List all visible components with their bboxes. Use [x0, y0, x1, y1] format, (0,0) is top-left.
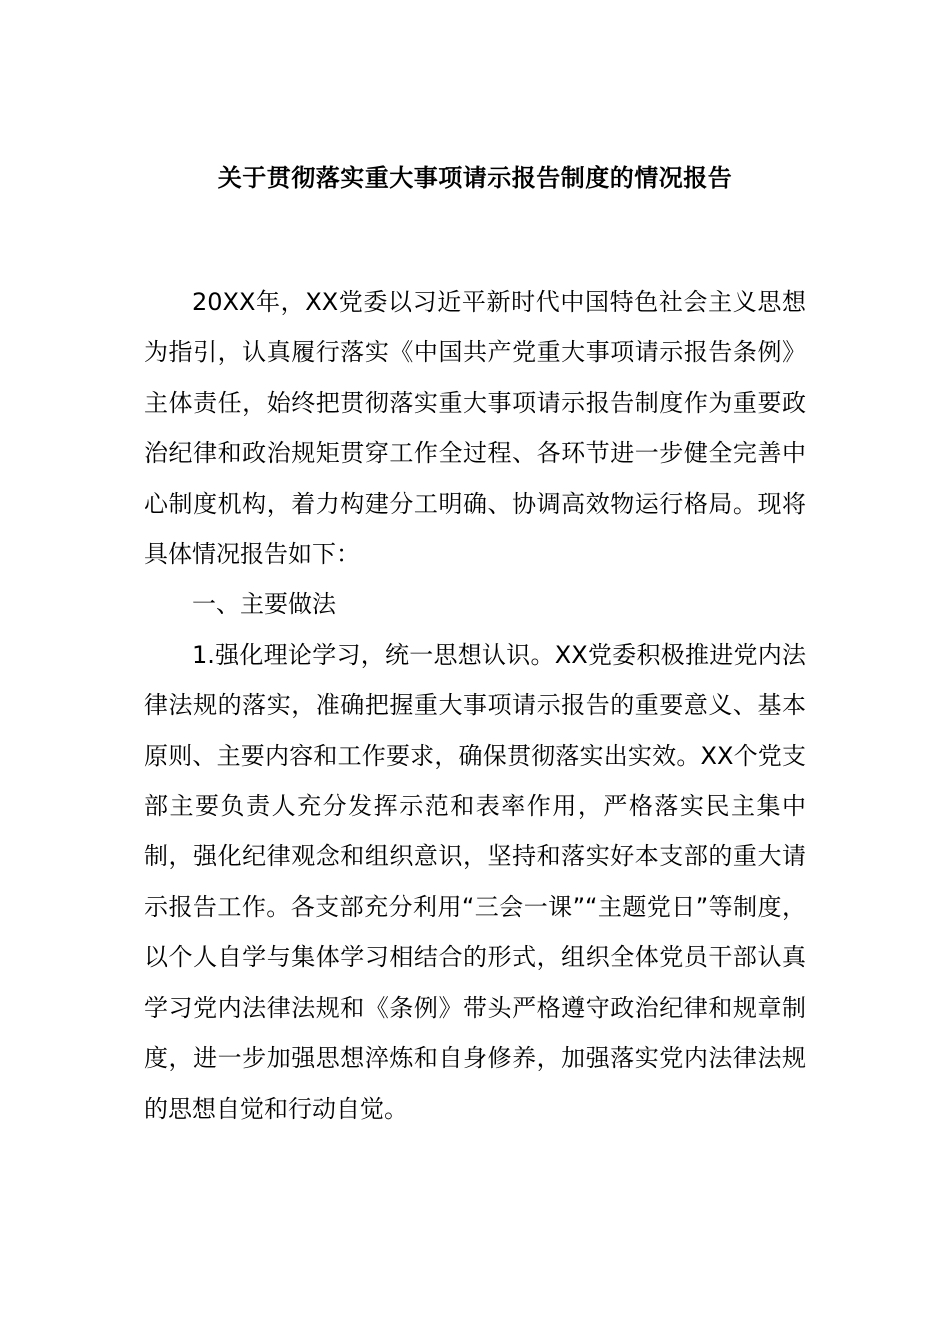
document-title: 关于贯彻落实重大事项请示报告制度的情况报告	[217, 164, 733, 192]
section-heading-main-practices: 一、主要做法	[192, 590, 336, 619]
paragraph-item-1: 1.强化理论学习，统一思想认识。XX党委积极推进党内法律法规的落实，准确把握重大事项请示报告的重要意义、基本原则、主要内容和工作要求，确保贯彻落实出实效。XX个党支部主要负责人充分发挥示范和表率作用，严格落实民主集中制，强化纪律观念和组织意识，坚持和落实好本支部的重大请示报告工作。各支部充分利用“三会一课”“主题党日”等制度，以个人自学与集体学习相结合的形式，组织全体党员干部认真学习党内法律法规和《条例》带头严格遵守政治纪律和规章制度，进一步加强思想淬炼和自身修养，加强落实党内法律法规的思想自觉和行动自觉。	[144, 640, 806, 1123]
paragraph-intro: 20XX年，XX党委以习近平新时代中国特色社会主义思想为指引，认真履行落实《中国共产党重大事项请示报告条例》主体责任，始终把贯彻落实重大事项请示报告制度作为重要政治纪律和政治规矩贯穿工作全过程、各环节进一步健全完善中心制度机构，着力构建分工明确、协调高效物运行格局。现将具体情况报告如下：	[144, 288, 806, 569]
document-body	[144, 277, 806, 1134]
